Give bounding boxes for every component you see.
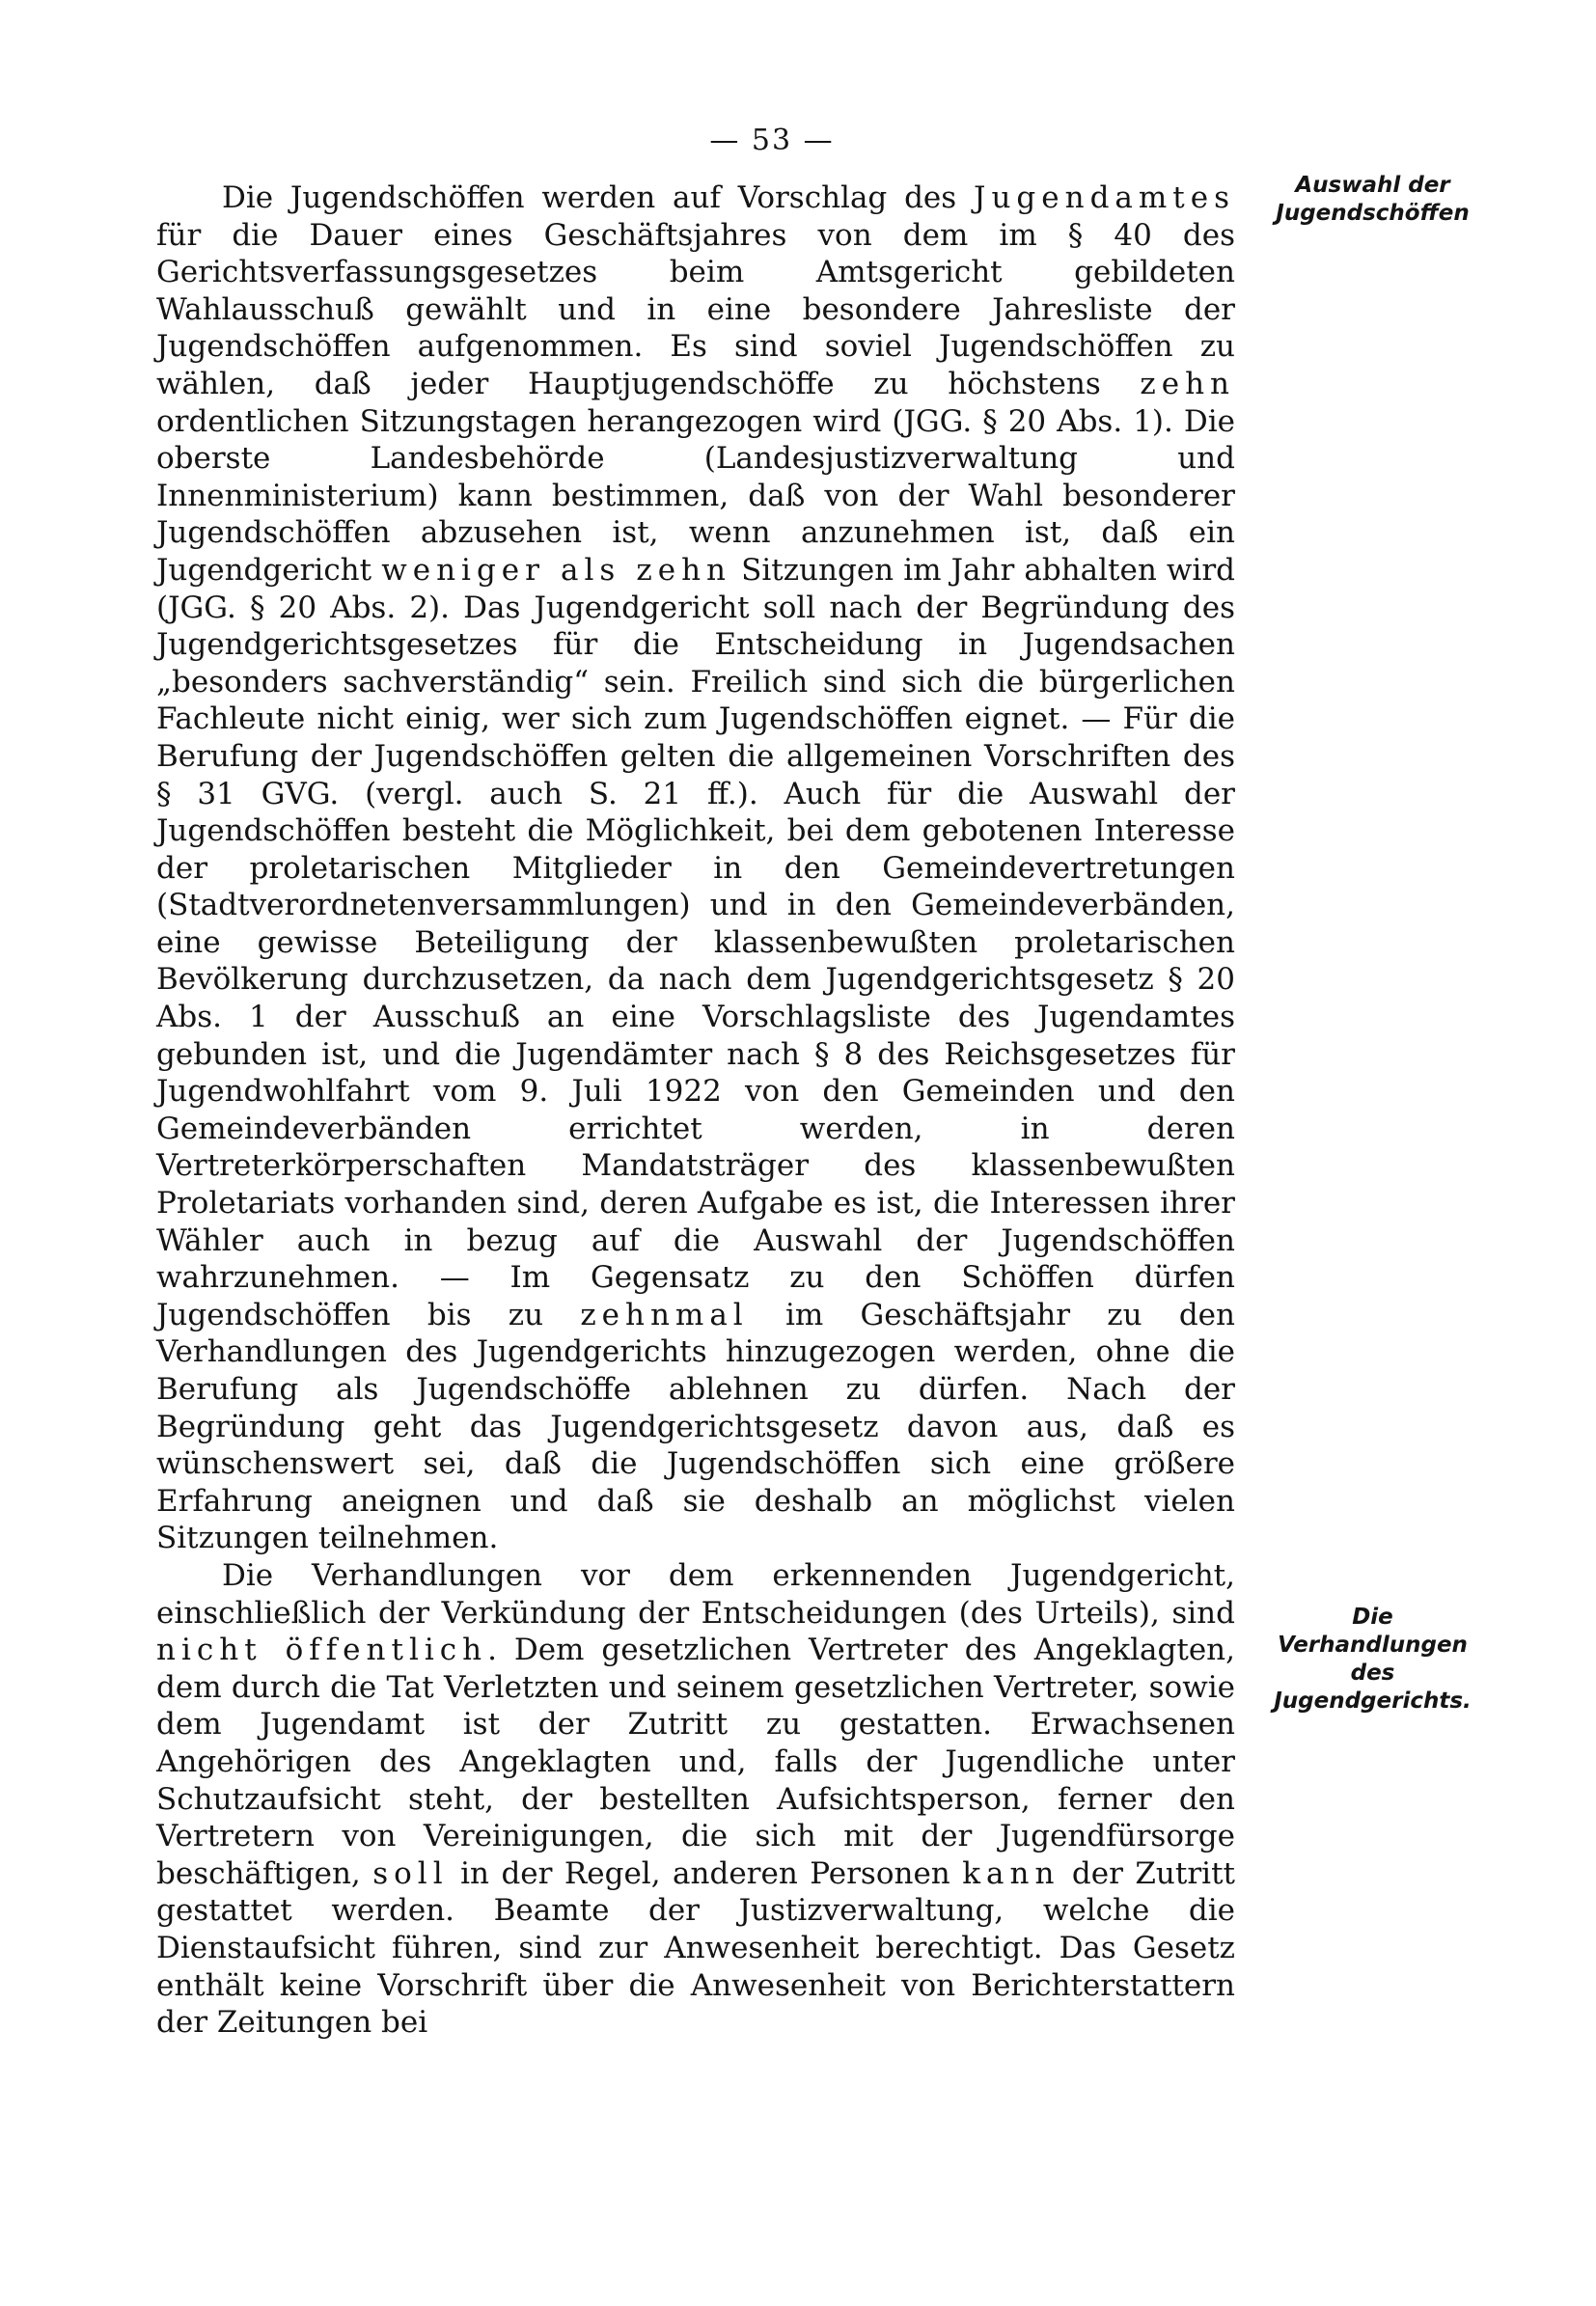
spaced-emphasis: nicht öffentlich (156, 1633, 488, 1668)
paragraph-verhandlungen (156, 1557, 1235, 2042)
spaced-emphasis: Jugendamtes (974, 180, 1235, 215)
margin-note-verhandlungen: Die Verhandlungen des Jugendgerichts. (1274, 1605, 1472, 1714)
spaced-emphasis: soll (372, 1855, 449, 1891)
text-run: ordentlichen Sitzungstagen herangezogen wird (JGG. § 20 Abs. 1). Die oberste Landesbehörde (Landesjustizverwaltung und Innenministerium) kann bestimmen, daß von der Wahl besonderer Jugendschöffen abzusehen ist, wenn anzunehmen ist, daß ein Jugendgericht (156, 403, 1235, 588)
page-number: — 53 — (709, 124, 835, 157)
margin-note-auswahl: Auswahl der Jugendschöffen (1276, 173, 1470, 226)
body-text (156, 179, 1235, 2042)
text-run: Die Jugendschöffen werden auf Vorschlag des (222, 180, 975, 215)
spaced-emphasis: zehnmal (580, 1297, 749, 1332)
paragraph-jugendschoeffen (156, 179, 1235, 1557)
text-run: in der Regel, anderen Personen (448, 1855, 963, 1891)
text-run: für die Dauer eines Geschäftsjahres von dem im § 40 des Gerichtsverfassungsgesetzes beim Amtsgericht gebildeten Wahlausschuß gewählt und in eine besondere Jahresliste der Jugendschöffen aufgenommen. Es sind soviel Jugendschöffen zu wählen, daß jeder Hauptjugendschöffe zu höchstens (156, 217, 1235, 401)
text-run: Die Verhandlungen vor dem erkennenden Jugendgericht, einschließlich der Verkündung der Entscheidungen (des Urteils), sind (156, 1557, 1235, 1631)
text-run: im Geschäftsjahr zu den Verhandlungen des Jugendgerichts hinzugezogen werden, ohne die Berufung als Jugendschöffe ablehnen zu dürfen. Nach der Begründung geht das Jugendgerichtsgesetz davon aus, daß es wünschenswert sei, daß die Jugendschöffen sich eine größere Erfahrung aneignen und daß sie deshalb an möglichst vielen Sitzungen teilnehmen. (156, 1297, 1235, 1556)
text-run: . Dem gesetzlichen Vertreter des Angeklagten, dem durch die Tat Verletzten und seinem gesetzlichen Vertreter, sowie dem Jugendamt ist der Zutritt zu gestatten. Erwachsenen Angehörigen des Angeklagten und, falls der Jugendliche unter Schutzaufsicht steht, der bestellten Aufsichtsperson, ferner den Vertretern von Vereinigungen, die sich mit der Jugendfürsorge beschäftigen, (156, 1633, 1235, 1891)
spaced-emphasis: zehn (1140, 366, 1235, 401)
spaced-emphasis: weniger als zehn (381, 552, 732, 588)
spaced-emphasis: kann (962, 1855, 1060, 1891)
text-run: Sitzungen im Jahr abhalten wird (JGG. § 20 Abs. 2). Das Jugendgericht soll nach der Begründung des Jugendgerichtsgesetzes für die Entscheidung in Jugendsachen „besonders sachverständig“ sein. Freilich sind sich die bürgerlichen Fachleute nicht einig, wer sich zum Jugendschöffen eignet. — Für die Berufung der Jugendschöffen gelten die allgemeinen Vorschriften des § 31 GVG. (vergl. auch S. 21 ff.). Auch für die Auswahl der Jugendschöffen besteht die Möglichkeit, bei dem gebotenen Interesse der proletarischen Mitglieder in den Gemeindevertretungen (Stadtverordnetenversammlungen) und in den Gemeindeverbänden, eine gewisse Beteiligung der klassenbewußten proletarischen Bevölkerung durchzusetzen, da nach dem Jugendgerichtsgesetz § 20 Abs. 1 der Ausschuß an eine Vorschlagsliste des Jugendamtes gebunden ist, und die Jugendämter nach § 8 des Reichsgesetzes für Jugendwohlfahrt vom 9. Juli 1922 von den Gemeinden und den Gemeindeverbänden errichtet werden, in deren Vertreterkörperschaften Mandatsträger des klassenbewußten Proletariats vorhanden sind, deren Aufgabe es ist, die Interessen ihrer Wähler auch in bezug auf die Auswahl der Jugendschöffen wahrzunehmen. — Im Gegensatz zu den Schöffen dürfen Jugendschöffen bis zu (156, 552, 1235, 1332)
text-run: der Zutritt gestattet werden. Beamte der Justizverwaltung, welche die Dienstaufsicht führen, sind zur Anwesenheit berechtigt. Das Gesetz enthält keine Vorschrift über die Anwesenheit von Berichterstattern der Zeitungen bei (156, 1855, 1235, 2041)
